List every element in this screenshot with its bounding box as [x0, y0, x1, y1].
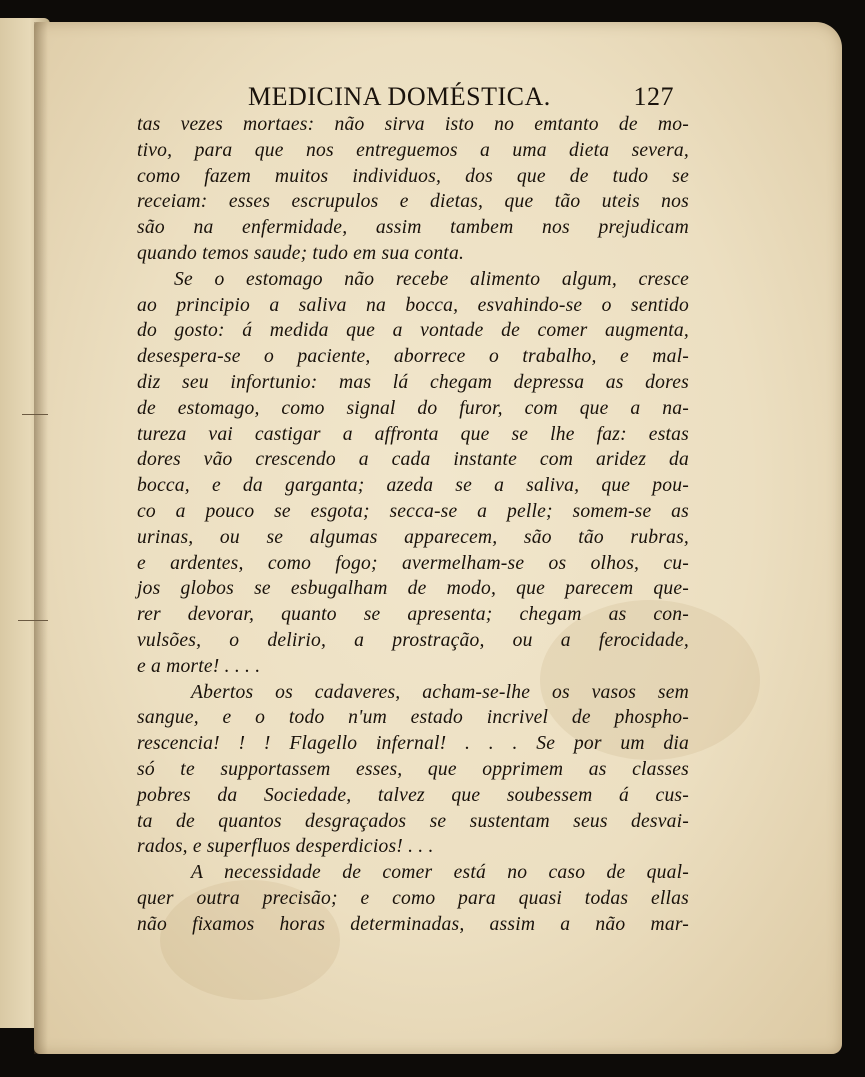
text-line: bocca, e da garganta; azeda se a saliva, que pou- [137, 475, 689, 497]
text-line: receiam: esses escrupulos e dietas, que tão uteis nos [137, 191, 689, 213]
page-number: 127 [633, 82, 674, 111]
text-line: e ardentes, como fogo; avermelham-se os olhos, cu- [137, 552, 689, 574]
text-line: tivo, para que nos entreguemos a uma dieta severa, [137, 139, 689, 161]
text-line: ao principio a saliva na bocca, esvahindo-se o sentido [137, 294, 689, 316]
text-line: são na enfermidade, assim tambem nos prejudicam [137, 217, 689, 239]
margin-mark [22, 414, 48, 415]
text-line: do gosto: á medida que a vontade de comer augmenta, [137, 320, 689, 342]
text-line: quando temos saude; tudo em sua conta. [137, 242, 465, 264]
text-line: desespera-se o paciente, aborrece o trabalho, e mal- [137, 346, 689, 368]
paragraph-first-line: A necessidade de comer está no caso de qual- [191, 862, 689, 884]
running-head [248, 82, 678, 112]
gutter-shadow [34, 22, 48, 1054]
text-line: rer devorar, quanto se apresenta; chegam as con- [137, 604, 689, 626]
text-line: pobres da Sociedade, talvez que soubessem á cus- [137, 784, 689, 806]
text-line: urinas, ou se algumas apparecem, são tão rubras, [137, 526, 689, 548]
text-line: e a morte! . . . . [137, 655, 261, 677]
text-line: rescencia! ! ! Flagello infernal! . . . Se por um dia [137, 733, 689, 755]
text-line: sangue, e o todo n'um estado incrivel de phospho- [137, 707, 689, 729]
text-line: tas vezes mortaes: não sirva isto no emtanto de mo- [137, 114, 689, 135]
margin-mark [18, 620, 48, 621]
paragraph-first-line: Abertos os cadaveres, acham-se-lhe os vasos sem [191, 681, 689, 703]
text-line: não fixamos horas determinadas, assim a não mar- [137, 913, 689, 935]
body-text [137, 112, 689, 938]
text-line: dores vão crescendo a cada instante com aridez da [137, 449, 689, 471]
paragraph-first-line: Se o estomago não recebe alimento algum, cresce [174, 268, 689, 290]
text-line: ta de quantos desgraçados se sustentam seus desvai- [137, 810, 689, 832]
text-line: diz seu infortunio: mas lá chegam depressa as dores [137, 371, 689, 393]
text-line: como fazem muitos individuos, dos que de tudo se [137, 165, 689, 187]
text-line: de estomago, como signal do furor, com que a na- [137, 397, 689, 419]
page-title: MEDICINA DOMÉSTICA. [248, 82, 551, 111]
text-line: vulsões, o delirio, a prostração, ou a ferocidade, [137, 629, 689, 651]
text-line: co a pouco se esgota; secca-se a pelle; somem-se as [137, 500, 689, 522]
text-line: rados, e superfluos desperdicios! . . . [137, 836, 434, 858]
text-line: tureza vai castigar a affronta que se lhe faz: estas [137, 423, 689, 445]
text-line: quer outra precisão; e como para quasi todas ellas [137, 887, 689, 909]
text-line: jos globos se esbugalham de modo, que parecem que- [137, 578, 689, 600]
text-line: só te supportassem esses, que opprimem as classes [137, 758, 689, 780]
